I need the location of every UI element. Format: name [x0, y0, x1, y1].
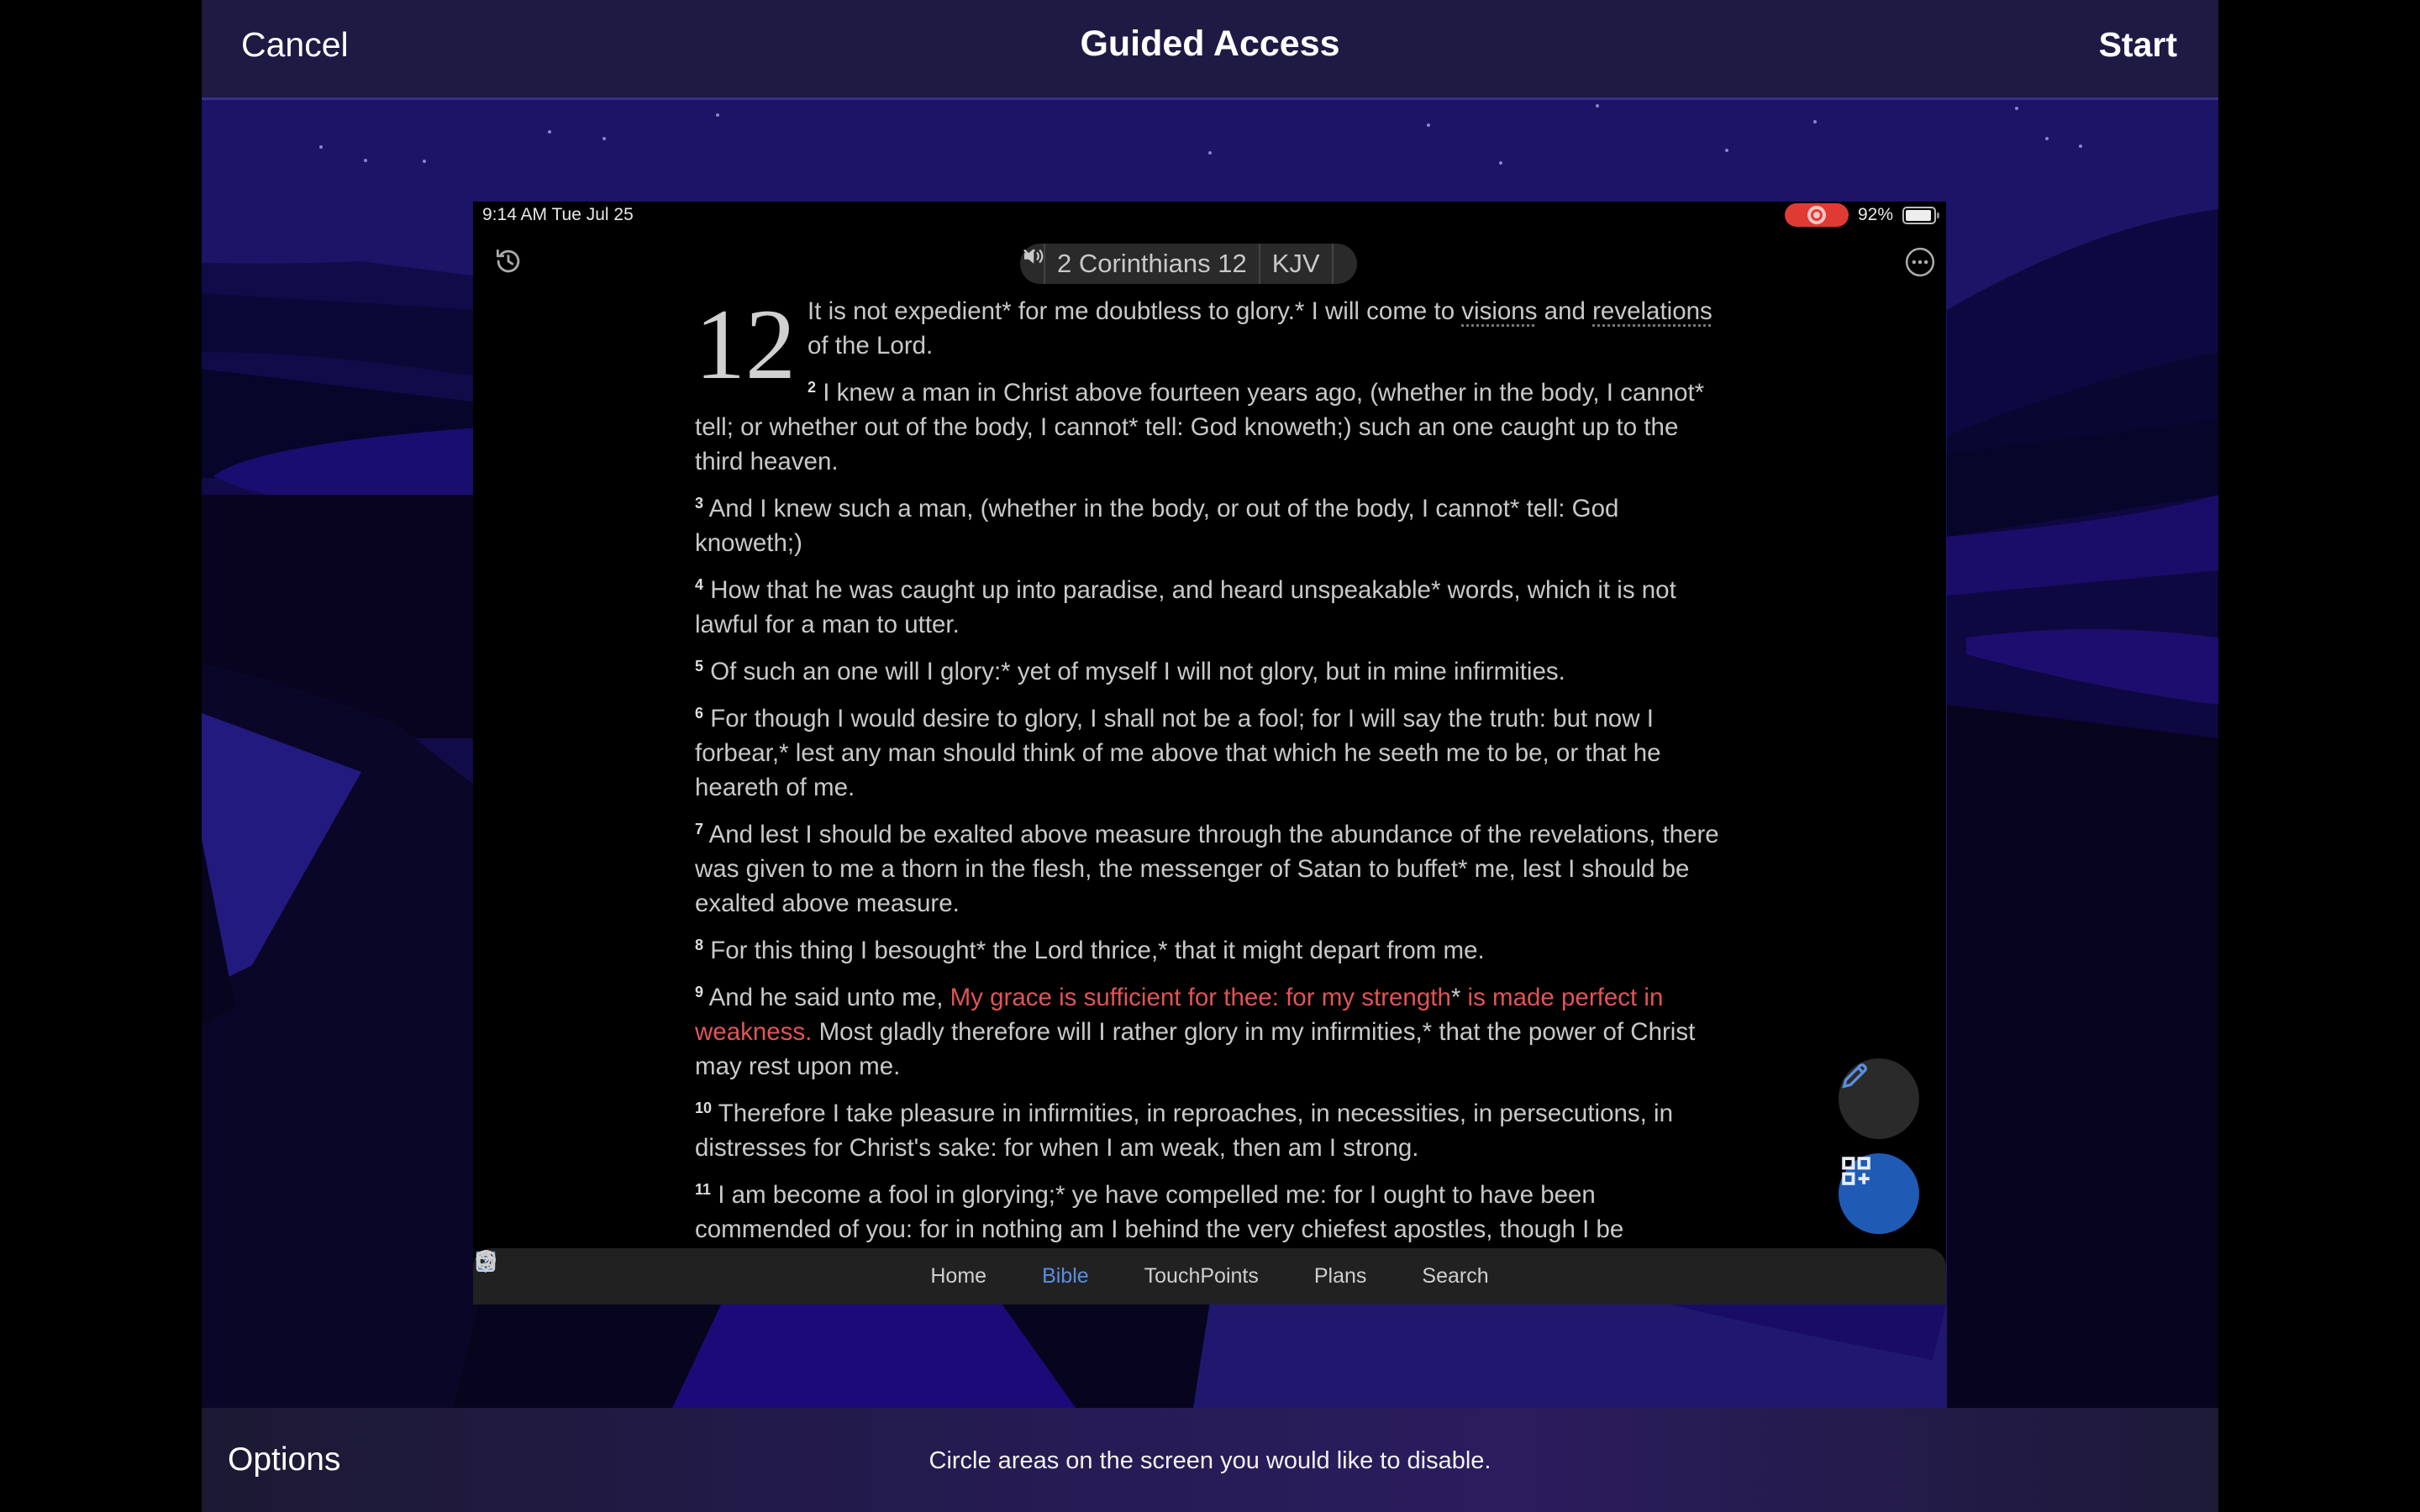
search-icon: [473, 1248, 498, 1273]
verse-number: 10: [695, 1100, 713, 1116]
grid-plus-icon: [1839, 1153, 1874, 1189]
verse-9[interactable]: $^9$ And he said unto me, My grace is sufficient for thee: for my strength* is made perfect in weakness. Most gladly therefore will I rather glory in my infirmities,* that the power of Christ may rest upon me.: [695, 984, 1696, 1080]
wallpaper: [202, 100, 2218, 1408]
reference-selector: [1020, 244, 1357, 284]
chapter-number: 12: [695, 288, 796, 400]
chapter-text: [695, 288, 1728, 1259]
tab-touchpoints[interactable]: TouchPoints: [1144, 1264, 1259, 1289]
guided-access-screen: [202, 0, 2218, 1512]
verse-number: 9: [695, 984, 704, 1000]
battery-icon: [1902, 207, 1936, 224]
battery-percent: 92%: [1858, 205, 1894, 224]
add-widget-button[interactable]: [1839, 1153, 1919, 1234]
status-bar: [473, 202, 1946, 228]
words-of-christ: My grace is sufficient for thee: for my strength: [950, 984, 1451, 1011]
guided-access-footer: [202, 1408, 2218, 1512]
version-button[interactable]: KJV: [1260, 244, 1334, 284]
verse-10[interactable]: $^{10}$ Therefore I take pleasure in infirmities, in reproaches, in necessities, in persecutions, in distresses for Christ's sake: for when I am weak, then am I strong.: [695, 1100, 1674, 1162]
screen-recording-icon: [1785, 203, 1849, 227]
word-link[interactable]: revelations: [1592, 297, 1712, 325]
verse-11[interactable]: $^{11}$ I am become a fool in glorying;* ye have compelled me: for I ought to have been commended of you: for in nothing am I behind the very chiefest apostles, though I be: [695, 1181, 1624, 1243]
instruction-text: Circle areas on the screen you would like to disable.: [929, 1447, 1491, 1474]
verse-number: 2: [808, 379, 817, 396]
verse-number: 6: [695, 705, 704, 722]
edit-note-button[interactable]: [1839, 1058, 1919, 1139]
verse-number: 11: [695, 1181, 712, 1198]
history-icon[interactable]: [492, 245, 529, 282]
tab-home[interactable]: Home: [930, 1264, 986, 1289]
page-title: Guided Access: [1080, 24, 1340, 64]
chapter-reference-button[interactable]: 2 Corinthians 12: [1045, 244, 1260, 284]
verse-number: 5: [695, 658, 704, 675]
start-button[interactable]: Start: [2098, 25, 2177, 64]
verse-number: 3: [695, 495, 704, 512]
cancel-button[interactable]: Cancel: [241, 25, 349, 64]
word-link[interactable]: visions: [1461, 297, 1538, 325]
version-dropdown-button[interactable]: [1334, 244, 1357, 284]
verse-number: 4: [695, 576, 704, 593]
words-of-christ: is made perfect in weakness.: [695, 984, 1664, 1046]
verse-number: 8: [695, 937, 704, 953]
verse-1[interactable]: 12 It is not expedient* for me doubtless to glory.* I will come to visions and revelations of the Lord.: [695, 288, 1712, 400]
verse-5[interactable]: $^5$ Of such an one will I glory:* yet of myself I will not glory, but in mine infirmities.: [695, 658, 1565, 685]
verse-2[interactable]: $^2$ I knew a man in Christ above fourteen years ago, (whether in the body, I cannot* tell; or whether out of the body, I cannot* tell: God knoweth;) such an one caught up to the third heaven.: [695, 379, 1705, 475]
pencil-icon: [1839, 1058, 1872, 1092]
tab-plans[interactable]: Plans: [1314, 1264, 1367, 1289]
verse-7[interactable]: $^7$ And lest I should be exalted above measure through the abundance of the revelations, there was given to me a thorn in the flesh, the messenger of Satan to buffet* me, lest I should be exalted above measure.: [695, 821, 1719, 917]
app-preview: [473, 202, 1946, 1305]
verse-3[interactable]: $^3$ And I knew such a man, (whether in the body, or out of the body, I cannot* tell: God knoweth;): [695, 495, 1619, 557]
verse-6[interactable]: $^6$ For though I would desire to glory, I shall not be a fool; for I will say the truth: but now I forbear,* lest any man should think of me above that which he seeth me to be, or that he heareth of me.: [695, 705, 1661, 801]
tab-bible[interactable]: Bible: [1042, 1264, 1089, 1289]
ellipsis-circle-icon: [1904, 246, 1936, 278]
verse-8[interactable]: $^8$ For this thing I besought* the Lord thrice,* that it might depart from me.: [695, 937, 1485, 964]
chevron-down-icon: [1020, 244, 1039, 262]
more-options-button[interactable]: [1904, 246, 1941, 283]
options-button[interactable]: Options: [228, 1441, 341, 1478]
verse-4[interactable]: $^4$ How that he was caught up into paradise, and heard unspeakable* words, which it is not lawful for a man to utter.: [695, 576, 1676, 638]
guided-access-header: [202, 0, 2218, 100]
status-time: 9:14 AM Tue Jul 25: [482, 205, 634, 224]
verse-number: 7: [695, 821, 704, 837]
tab-search[interactable]: Search: [1422, 1264, 1488, 1289]
bottom-tab-bar: [473, 1248, 1946, 1305]
